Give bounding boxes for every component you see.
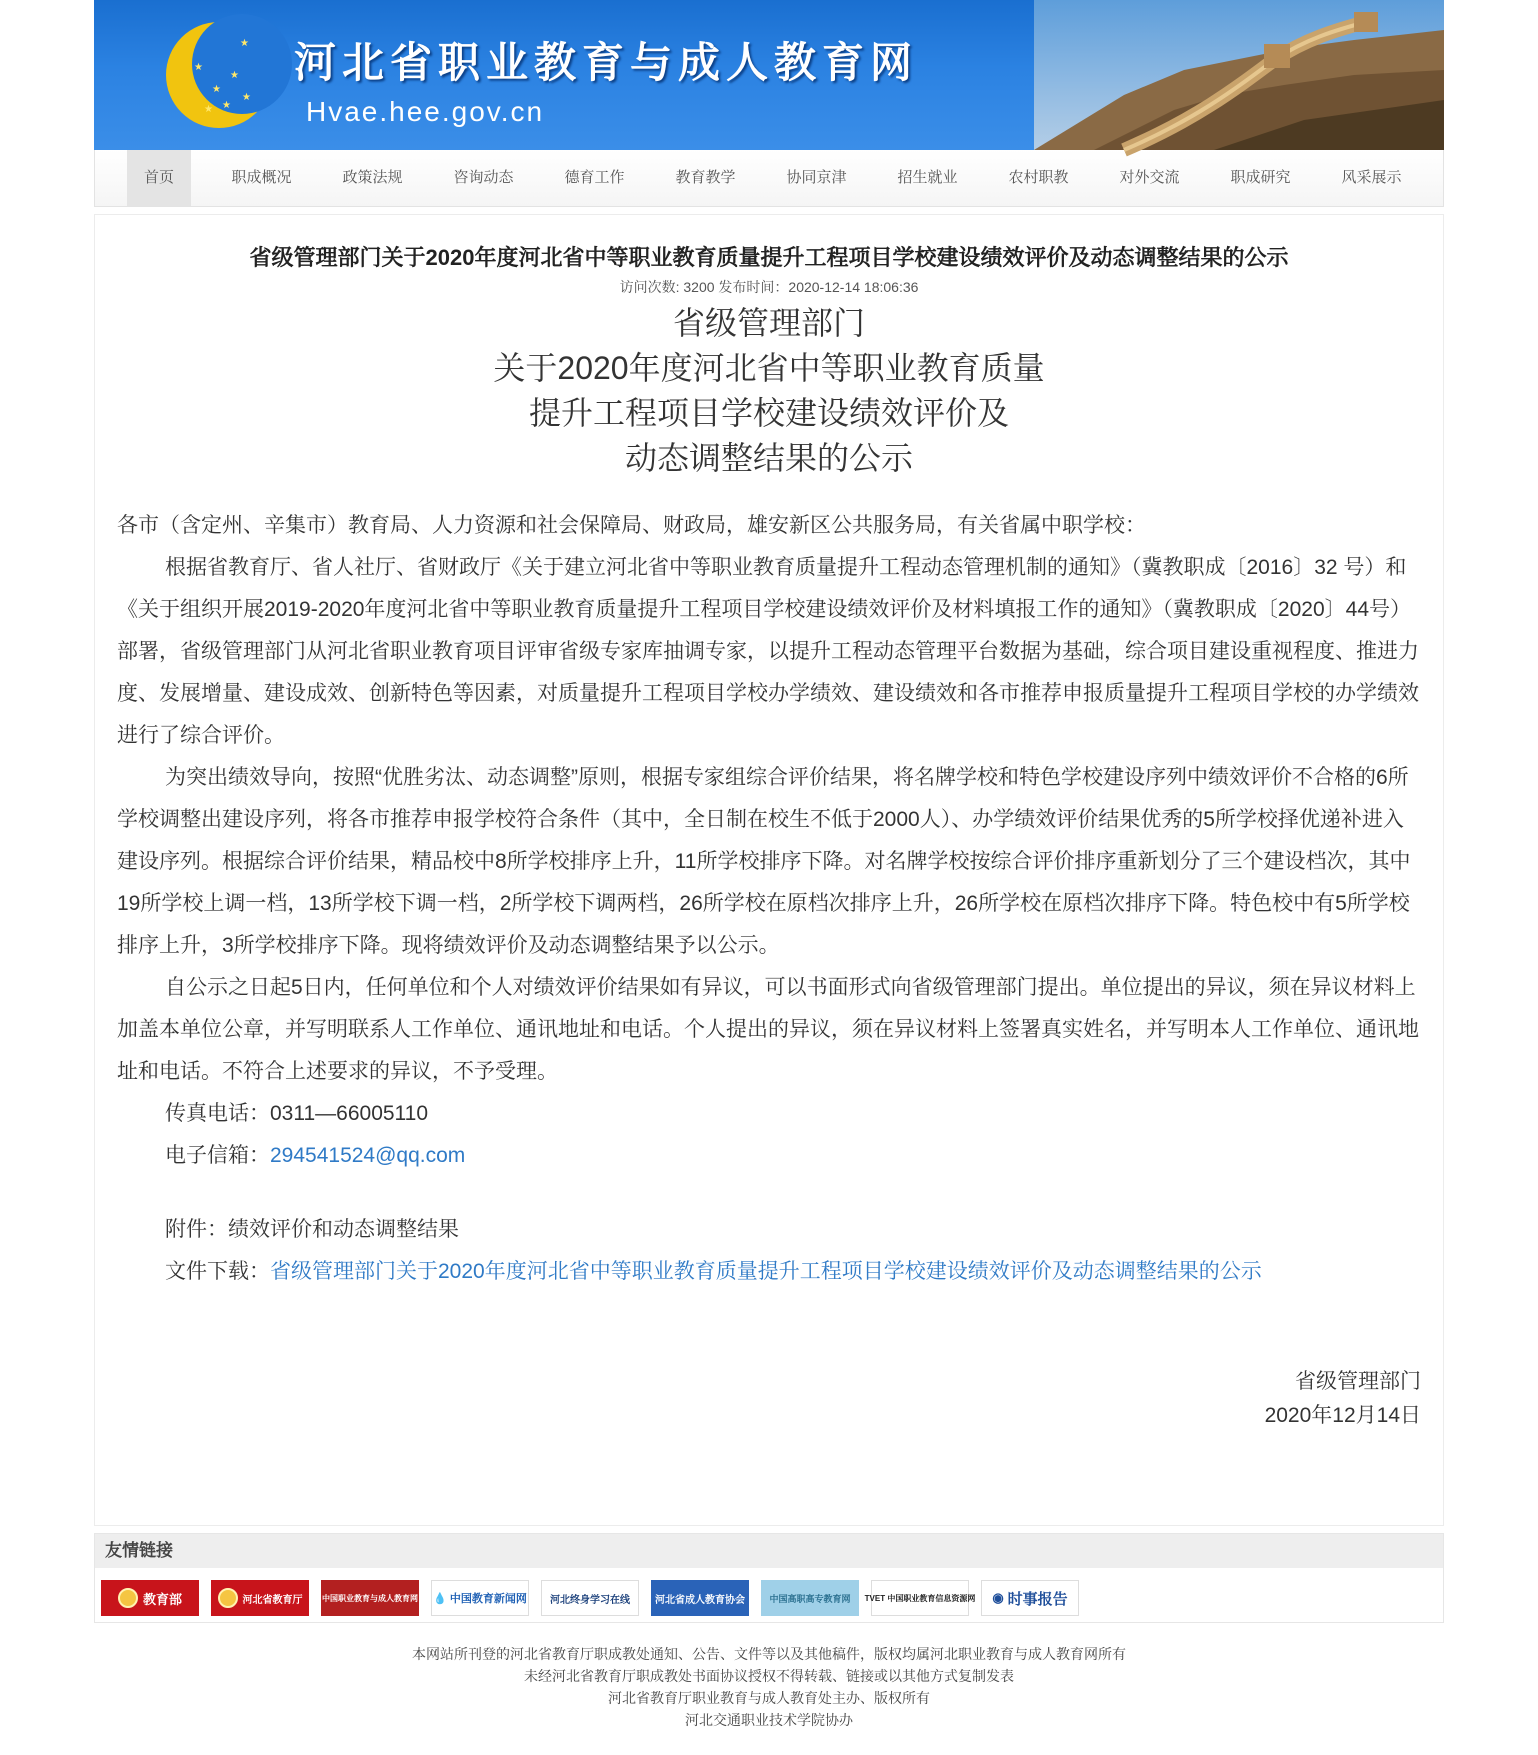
star-icon: ★ bbox=[194, 62, 203, 73]
article-meta: 访问次数: 3200 发布时间：2020-12-14 18:06:36 bbox=[619, 279, 919, 295]
footer-line: 河北交通职业技术学院协办 bbox=[685, 1712, 853, 1728]
document-heading bbox=[95, 301, 1443, 481]
nav-item-showcase[interactable]: 风采展示 bbox=[1341, 169, 1402, 186]
fax-number: 0311—66005110 bbox=[270, 1102, 429, 1125]
salutation: 各市（含定州、辛集市）教育局、人力资源和社会保障局、财政局，雄安新区公共服务局，有关省属中职学校： bbox=[117, 514, 1146, 537]
document-heading-line: 提升工程项目学校建设绩效评价及 bbox=[528, 395, 1009, 431]
water-drop-icon: 💧 bbox=[433, 1592, 447, 1605]
star-icon: ★ bbox=[242, 92, 251, 103]
download-label: 文件下载： bbox=[165, 1260, 270, 1283]
nav-item-enrollment[interactable]: 招生就业 bbox=[897, 169, 958, 186]
download-link[interactable]: 省级管理部门关于2020年度河北省中等职业教育质量提升工程项目学校建设绩效评价及动态调整结果的公示 bbox=[270, 1260, 1262, 1283]
friend-links-heading: 友情链接 bbox=[95, 1534, 1443, 1568]
friend-link-adult-education-association[interactable]: 河北省成人教育协会 bbox=[651, 1580, 749, 1616]
friend-link-higher-vocational[interactable]: 中国高职高专教育网 bbox=[761, 1580, 859, 1616]
email-line bbox=[117, 1135, 1421, 1177]
body-paragraph: 自公示之日起5日内，任何单位和个人对绩效评价结果如有异议，可以书面形式向省级管理部门提出。单位提出的异议，须在异议材料上加盖本单位公章，并写明联系人工作单位、通讯地址和电话。个人提出的异议，须在异议材料上签署真实姓名，并写明本人工作单位、通讯地址和电话。不符合上述要求的异议，不予受理。 bbox=[117, 976, 1419, 1083]
fax-line bbox=[117, 1093, 1421, 1135]
friend-links-logos bbox=[95, 1568, 1443, 1616]
fax-label: 传真电话： bbox=[165, 1102, 270, 1125]
article-panel bbox=[94, 214, 1444, 1526]
nav-item-external[interactable]: 对外交流 bbox=[1119, 169, 1180, 186]
body-paragraph: 为突出绩效导向，按照“优胜劣汰、动态调整”原则，根据专家组综合评价结果，将名牌学校和特色学校建设序列中绩效评价不合格的6所学校调整出建设序列，将各市推荐申报学校符合条件（其中，全日制在校生不低于2000人）、办学绩效评价结果优秀的5所学校择优递补进入建设序列。根据综合评价结果，精品校中8所学校排序上升，11所学校排序下降。对名牌学校按综合评价排序重新划分了三个建设档次，其中19所学校上调一档，13所学校下调一档，2所学校下调两档，26所学校在原档次排序上升，26所学校在原档次排序下降。特色校中有5所学校排序上升，3所学校排序下降。现将绩效评价及动态调整结果予以公示。 bbox=[117, 766, 1411, 957]
star-icon: ★ bbox=[204, 104, 213, 115]
star-icon: ★ bbox=[212, 84, 221, 95]
document-heading-line: 动态调整结果的公示 bbox=[624, 440, 913, 476]
nav-item-home[interactable]: 首页 bbox=[127, 150, 191, 206]
nav-item-beijing-tianjin[interactable]: 协同京津 bbox=[786, 169, 847, 186]
document-heading-line: 关于2020年度河北省中等职业教育质量 bbox=[493, 350, 1045, 386]
national-emblem-icon bbox=[218, 1588, 238, 1608]
site-footer bbox=[94, 1643, 1444, 1731]
document-heading-line: 省级管理部门 bbox=[672, 305, 865, 341]
friend-link-vocational-adult[interactable]: 中国职业教育与成人教育网 bbox=[321, 1580, 419, 1616]
footer-line: 未经河北省教育厅职成教处书面协议授权不得转载、链接或以其他方式复制发表 bbox=[524, 1668, 1014, 1684]
friend-link-lifelong-learning[interactable]: 河北终身学习在线 bbox=[541, 1580, 639, 1616]
friend-link-hebei-education[interactable]: 河北省教育厅 bbox=[211, 1580, 309, 1616]
email-label: 电子信箱： bbox=[165, 1144, 270, 1167]
article-body bbox=[95, 505, 1443, 1293]
national-emblem-icon bbox=[118, 1588, 138, 1608]
signature-date: 2020年12月14日 bbox=[1264, 1404, 1421, 1427]
friend-link-jyb-news[interactable]: 💧 中国教育新闻网 bbox=[431, 1580, 529, 1616]
friend-link-moe[interactable]: 教育部 bbox=[101, 1580, 199, 1616]
nav-item-overview[interactable]: 职成概况 bbox=[231, 169, 292, 186]
signature bbox=[95, 1365, 1443, 1433]
nav-item-research[interactable]: 职成研究 bbox=[1230, 169, 1291, 186]
main-nav bbox=[94, 150, 1444, 207]
footer-line: 本网站所刊登的河北省教育厅职成教处通知、公告、文件等以及其他稿件，版权均属河北职业教育与成人教育网所有 bbox=[412, 1646, 1126, 1662]
download-line bbox=[117, 1251, 1421, 1293]
nav-item-news[interactable]: 咨询动态 bbox=[453, 169, 514, 186]
attachment-line: 附件：绩效评价和动态调整结果 bbox=[165, 1218, 459, 1241]
signature-org: 省级管理部门 bbox=[1295, 1370, 1421, 1393]
star-icon: ★ bbox=[230, 70, 239, 81]
site-title: 河北省职业教育与成人教育网 bbox=[294, 38, 919, 87]
nav-item-policy[interactable]: 政策法规 bbox=[342, 169, 403, 186]
globe-icon: ◉ bbox=[992, 1590, 1004, 1605]
star-icon: ★ bbox=[240, 38, 249, 49]
friend-link-tvet[interactable]: TVET 中国职业教育信息资源网 bbox=[871, 1580, 969, 1616]
footer-line: 河北省教育厅职业教育与成人教育处主办、版权所有 bbox=[608, 1690, 930, 1706]
nav-item-rural[interactable]: 农村职教 bbox=[1008, 169, 1069, 186]
star-icon: ★ bbox=[222, 100, 231, 111]
article-title: 省级管理部门关于2020年度河北省中等职业教育质量提升工程项目学校建设绩效评价及动态调整结果的公示 bbox=[249, 245, 1289, 270]
nav-item-teaching[interactable]: 教育教学 bbox=[675, 169, 736, 186]
site-domain: Hvae.hee.gov.cn bbox=[306, 96, 545, 127]
email-link[interactable]: 294541524@qq.com bbox=[270, 1144, 466, 1167]
great-wall-image bbox=[974, 0, 1444, 150]
friend-links-panel bbox=[94, 1533, 1444, 1623]
nav-item-moral-education[interactable]: 德育工作 bbox=[564, 169, 625, 186]
site-banner bbox=[94, 0, 1444, 150]
body-paragraph: 根据省教育厅、省人社厅、省财政厅《关于建立河北省中等职业教育质量提升工程动态管理机制的通知》（冀教职成〔2016〕32 号）和《关于组织开展2019-2020年度河北省中等职业教育质量提升工程项目学校建设绩效评价及材料填报工作的通知》（冀教职成〔2020〕44号）部署，省级管理部门从河北省职业教育项目评审省级专家库抽调专家，以提升工程动态管理平台数据为基础，综合项目建设重视程度、推进力度、发展增量、建设成效、创新特色等因素，对质量提升工程项目学校办学绩效、建设绩效和各市推荐申报质量提升工程项目学校的办学绩效进行了综合评价。 bbox=[117, 556, 1419, 747]
friend-link-current-affairs[interactable]: ◉ 时事报告 bbox=[981, 1580, 1079, 1616]
